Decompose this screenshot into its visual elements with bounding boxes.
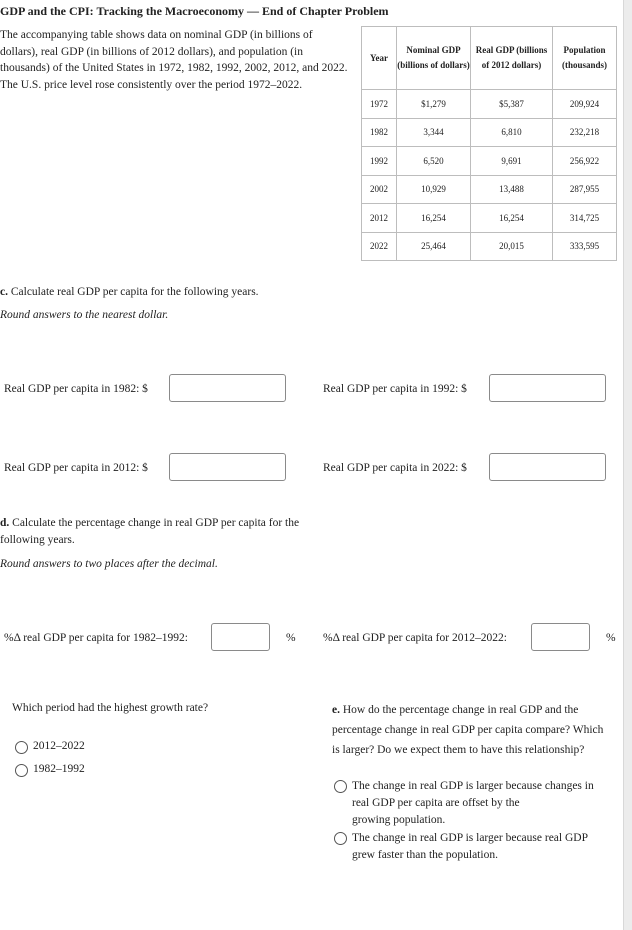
- input-gdp-per-capita-1992[interactable]: [489, 374, 606, 402]
- table-cell: $5,387: [471, 90, 553, 119]
- table-row: [362, 232, 617, 261]
- table-cell: 1982: [362, 118, 397, 147]
- part-d-label: d.: [0, 517, 10, 529]
- table-row: [362, 118, 617, 147]
- input-pct-change-1982-1992[interactable]: [211, 623, 270, 651]
- table-cell: 20,015: [471, 232, 553, 261]
- part-c-round-note: Round answers to the nearest dollar.: [0, 309, 169, 321]
- option-label-population-offset[interactable]: [352, 778, 610, 829]
- option-label-2012-2022[interactable]: 2012–2022: [33, 740, 85, 752]
- percent-unit: %: [286, 632, 296, 644]
- input-pct-change-2012-2022[interactable]: [531, 623, 590, 651]
- option-label-grew-faster[interactable]: The change in real GDP is larger because real GDP grew faster than the population.: [352, 832, 588, 861]
- vertical-scrollbar[interactable]: [623, 0, 632, 930]
- label-gdp-per-capita-1992: Real GDP per capita in 1992: $: [323, 383, 467, 395]
- part-e-prompt: [332, 700, 607, 760]
- table-cell: 1972: [362, 90, 397, 119]
- table-cell: 3,344: [397, 118, 471, 147]
- table-header: Real GDP (billions of 2012 dollars): [471, 27, 553, 90]
- input-gdp-per-capita-2022[interactable]: [489, 453, 606, 481]
- table-cell: 287,955: [553, 175, 617, 204]
- label-pct-change-2012-2022: %Δ real GDP per capita for 2012–2022:: [323, 632, 507, 644]
- percent-unit: %: [606, 632, 616, 644]
- table-cell: 25,464: [397, 232, 471, 261]
- table-cell: $1,279: [397, 90, 471, 119]
- table-cell: 333,595: [553, 232, 617, 261]
- label-gdp-per-capita-2022: Real GDP per capita in 2022: $: [323, 462, 467, 474]
- radio-2012-2022[interactable]: [15, 741, 28, 754]
- table-cell: 232,218: [553, 118, 617, 147]
- part-c-prompt: [0, 284, 259, 301]
- part-c-label: c.: [0, 286, 8, 298]
- table-cell: 2002: [362, 175, 397, 204]
- table-row: [362, 175, 617, 204]
- table-cell: 2022: [362, 232, 397, 261]
- table-row: [362, 147, 617, 176]
- growth-question: Which period had the highest growth rate?: [12, 702, 209, 714]
- part-c-text: Calculate real GDP per capita for the following years.: [10, 286, 259, 298]
- option-line: growing population.: [352, 814, 446, 826]
- input-gdp-per-capita-2012[interactable]: [169, 453, 286, 481]
- page-title: GDP and the CPI: Tracking the Macroeconomy — End of Chapter Problem: [0, 4, 389, 18]
- table-header: Population (thousands): [553, 27, 617, 90]
- label-gdp-per-capita-1982: Real GDP per capita in 1982: $: [4, 383, 148, 395]
- table-cell: 16,254: [471, 204, 553, 233]
- table-cell: 314,725: [553, 204, 617, 233]
- data-table: [361, 26, 617, 261]
- radio-option-population-offset[interactable]: [334, 780, 347, 793]
- table-cell: 1992: [362, 147, 397, 176]
- table-row: [362, 90, 617, 119]
- table-header: Nominal GDP (billions of dollars): [397, 27, 471, 90]
- label-pct-change-1982-1992: %Δ real GDP per capita for 1982–1992:: [4, 632, 188, 644]
- part-d-round-note: Round answers to two places after the decimal.: [0, 558, 218, 570]
- radio-1982-1992[interactable]: [15, 764, 28, 777]
- table-cell: 256,922: [553, 147, 617, 176]
- table-cell: 6,520: [397, 147, 471, 176]
- radio-option-grew-faster[interactable]: [334, 832, 347, 845]
- table-cell: 9,691: [471, 147, 553, 176]
- part-e-label: e.: [332, 704, 340, 716]
- label-gdp-per-capita-2012: Real GDP per capita in 2012: $: [4, 462, 148, 474]
- table-header: Year: [362, 27, 397, 90]
- part-d-text: Calculate the percentage change in real GDP per capita for the following years.: [0, 517, 300, 546]
- problem-intro: The accompanying table shows data on nominal GDP (in billions of dollars), real GDP (in billions of 2012 dollars), and population (in thousands) of the United States in 1972, 1982, 1992, 2002, 2012, and 2022. The U.S. price level rose consistently over the period 1972–2022.: [0, 29, 348, 91]
- table-cell: 16,254: [397, 204, 471, 233]
- table-row: [362, 204, 617, 233]
- option-label-1982-1992[interactable]: 1982–1992: [33, 763, 85, 775]
- table-cell: 10,929: [397, 175, 471, 204]
- option-line: The change in real GDP is larger because changes in real GDP per capita are offset by the: [352, 780, 594, 809]
- table-cell: 209,924: [553, 90, 617, 119]
- input-gdp-per-capita-1982[interactable]: [169, 374, 286, 402]
- table-cell: 2012: [362, 204, 397, 233]
- table-cell: 13,488: [471, 175, 553, 204]
- table-cell: 6,810: [471, 118, 553, 147]
- part-d-prompt: [0, 515, 310, 549]
- part-e-text: How do the percentage change in real GDP and the percentage change in real GDP per capita compare? Which is larger? Do we expect them to have this relationship?: [332, 704, 604, 756]
